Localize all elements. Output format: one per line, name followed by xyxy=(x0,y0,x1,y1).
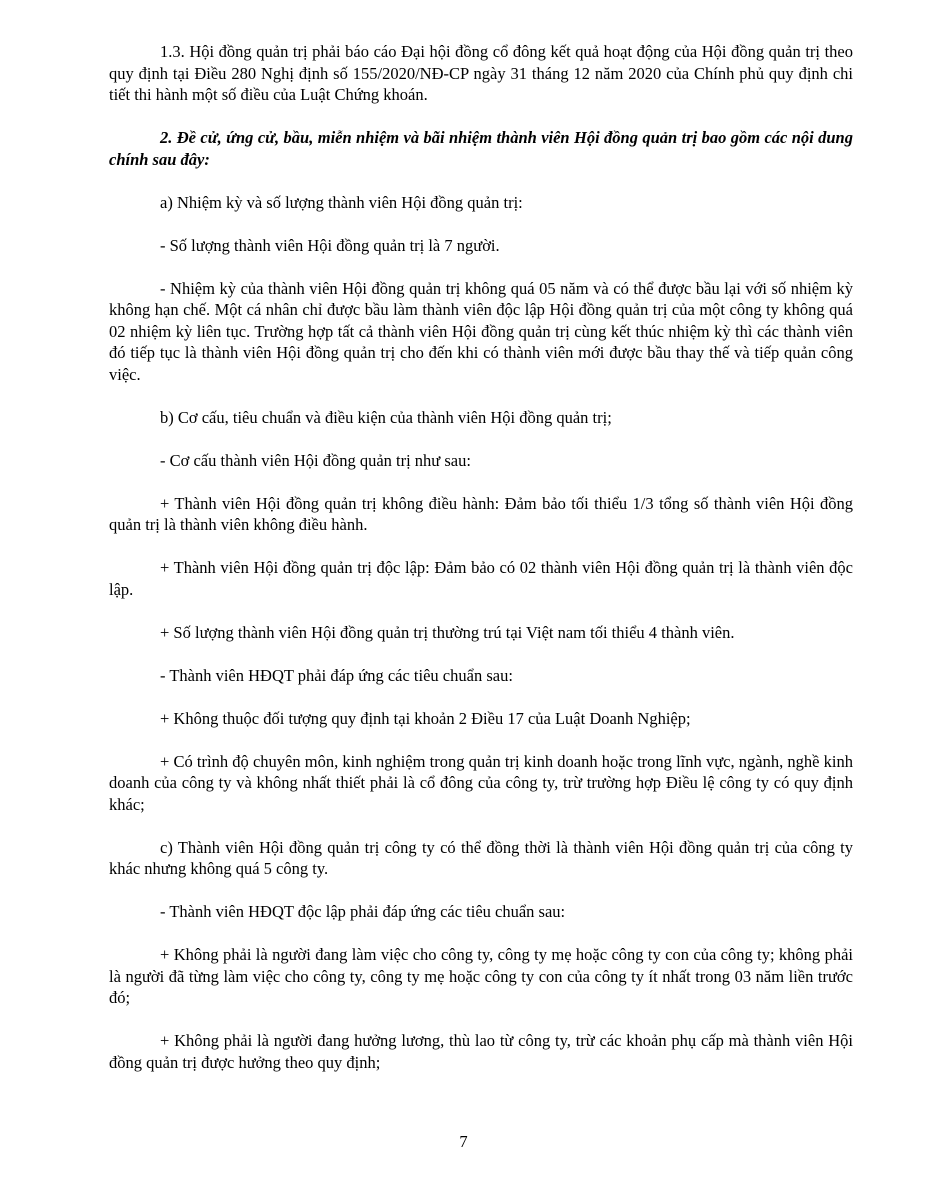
paragraph-criteria-not-subject: + Không thuộc đối tượng quy định tại khoản 2 Điều 17 của Luật Doanh Nghiệp; xyxy=(160,708,691,728)
paragraph-independent-criteria-intro: - Thành viên HĐQT độc lập phải đáp ứng các tiêu chuẩn sau: xyxy=(160,902,566,921)
paragraph-c-concurrent: c) Thành viên Hội đồng quản trị công ty có thể đồng thời là thành viên Hội đồng quản trị của công ty khác nhưng không quá 5 công ty. xyxy=(109,837,853,878)
paragraph-not-salaried: + Không phải là người đang hưởng lương, thù lao từ công ty, trừ các khoản phụ cấp mà thành viên Hội đồng quản trị được hưởng theo quy định; xyxy=(109,1031,853,1072)
paragraph-criteria-intro: - Thành viên HĐQT phải đáp ứng các tiêu chuẩn sau: xyxy=(160,665,513,685)
paragraph-structure-intro: - Cơ cấu thành viên Hội đồng quản trị như sau: xyxy=(160,450,471,470)
paragraph-term-duration: - Nhiệm kỳ của thành viên Hội đồng quản trị không quá 05 năm và có thể được bầu lại với số nhiệm kỳ không hạn chế. Một cá nhân chỉ được bầu làm thành viên độc lập Hội đồng quản trị của một công ty không quá 02 nhiệm kỳ liên tục. Trường hợp tất cả thành viên Hội đồng quản trị cùng kết thúc nhiệm kỳ thì các thành viên đó tiếp tục là thành viên Hội đồng quản trị cho đến khi có thành viên mới được bầu thay thế và tiếp quản công việc. xyxy=(109,278,853,384)
paragraph-resident: + Số lượng thành viên Hội đồng quản trị thường trú tại Việt nam tối thiểu 4 thành viên. xyxy=(160,622,735,642)
paragraph-independent: + Thành viên Hội đồng quản trị độc lập: Đảm bảo có 02 thành viên Hội đồng quản trị là thành viên độc lập. xyxy=(109,558,853,599)
paragraph-a-term-and-number: a) Nhiệm kỳ và số lượng thành viên Hội đồng quản trị: xyxy=(160,192,523,212)
section-heading-2: 2. Đề cử, ứng cử, bầu, miễn nhiệm và bãi nhiệm thành viên Hội đồng quản trị bao gồm các nội dung chính sau đây: xyxy=(109,128,853,169)
paragraph-not-employee: + Không phải là người đang làm việc cho công ty, công ty mẹ hoặc công ty con của công ty; không phải là người đã từng làm việc cho công ty, công ty mẹ hoặc công ty con của công ty ít nhất trong 03 năm liền trước đó; xyxy=(109,945,853,1007)
page-number: 7 xyxy=(459,1132,468,1151)
paragraph-1-3-report: 1.3. Hội đồng quản trị phải báo cáo Đại hội đồng cổ đông kết quả hoạt động của Hội đồng quản trị theo quy định tại Điều 280 Nghị định số 155/2020/NĐ-CP ngày 31 tháng 12 năm 2020 của Chính phủ quy định chi tiết thi hành một số điều của Luật Chứng khoán. xyxy=(109,42,853,104)
paragraph-member-count: - Số lượng thành viên Hội đồng quản trị là 7 người. xyxy=(160,235,500,255)
paragraph-non-executive: + Thành viên Hội đồng quản trị không điều hành: Đảm bảo tối thiểu 1/3 tổng số thành viên Hội đồng quản trị là thành viên không điều hành. xyxy=(109,493,853,534)
paragraph-b-structure: b) Cơ cấu, tiêu chuẩn và điều kiện của thành viên Hội đồng quản trị; xyxy=(160,407,612,427)
document-body xyxy=(109,41,853,1095)
paragraph-criteria-expertise: + Có trình độ chuyên môn, kinh nghiệm trong quản trị kinh doanh hoặc trong lĩnh vực, ngành, nghề kinh doanh của công ty và không nhất thiết phải là cổ đông của công ty, trừ trường hợp Điều lệ công ty có quy định khác; xyxy=(109,751,853,814)
